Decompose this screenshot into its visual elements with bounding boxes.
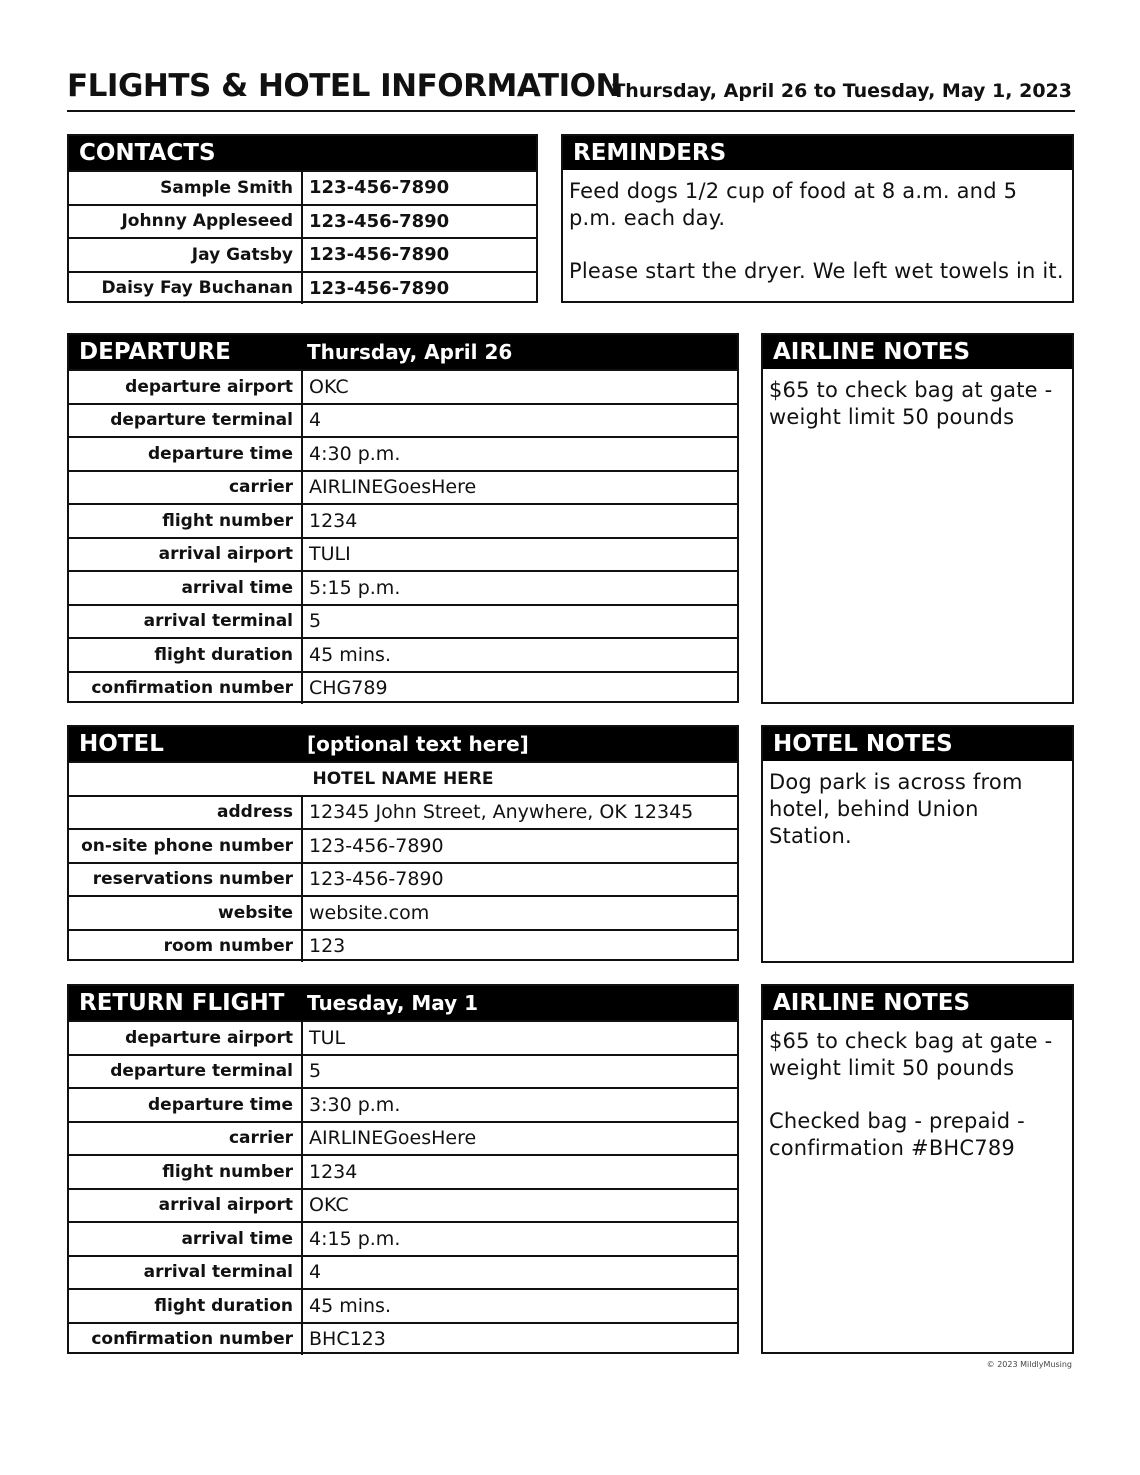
field-row [69, 470, 737, 504]
field-row [69, 1188, 737, 1222]
contact-row [69, 271, 536, 305]
field-value: 123-456-7890 [309, 834, 444, 857]
field-label: departure terminal [69, 405, 303, 437]
field-value: 4 [309, 409, 322, 432]
note-paragraph: $65 to check bag at gate - weight limit 50 pounds [769, 378, 1053, 429]
hotel-rows [69, 795, 737, 963]
field-label: flight duration [69, 1290, 303, 1322]
field-label: address [69, 797, 303, 829]
field-label: flight number [69, 1156, 303, 1188]
field-label: arrival terminal [69, 606, 303, 638]
field-label: arrival time [69, 572, 303, 604]
field-row [69, 436, 737, 470]
field-value: AIRLINEGoesHere [309, 1127, 477, 1150]
field-row [69, 1221, 737, 1255]
page-title: FLIGHTS & HOTEL INFORMATION [67, 68, 621, 104]
departure-heading: DEPARTURE [79, 339, 231, 365]
field-row [69, 671, 737, 705]
contacts-heading: CONTACTS [69, 136, 536, 170]
field-row [69, 403, 737, 437]
field-value: BHC123 [309, 1328, 386, 1351]
header-divider [67, 110, 1075, 112]
hotel-notes-text [763, 761, 1072, 850]
contact-phone: 123-456-7890 [309, 244, 450, 266]
field-label: arrival airport [69, 539, 303, 571]
note-paragraph: Dog park is across from hotel, behind Union Station. [769, 770, 1023, 848]
field-value: 5 [309, 610, 322, 633]
copyright: © 2023 MildlyMusing [986, 1360, 1072, 1369]
field-label: departure airport [69, 1022, 303, 1054]
hotel-notes-section [761, 725, 1074, 963]
field-row [69, 1288, 737, 1322]
field-value: TULI [309, 543, 351, 566]
note-paragraph: $65 to check bag at gate - weight limit 50 pounds [769, 1029, 1053, 1080]
field-label: on-site phone number [69, 830, 303, 862]
field-label: arrival time [69, 1223, 303, 1255]
field-row [69, 1255, 737, 1289]
field-label: room number [69, 931, 303, 963]
departure-heading-bar [69, 335, 737, 369]
field-value: 45 mins. [309, 1294, 391, 1317]
field-label: reservations number [69, 864, 303, 896]
hotel-heading-bar [69, 727, 737, 761]
field-label: flight number [69, 505, 303, 537]
field-row [69, 537, 737, 571]
reminders-section [561, 134, 1074, 303]
field-value: AIRLINEGoesHere [309, 476, 477, 499]
field-row [69, 1054, 737, 1088]
airline-notes-text [763, 1020, 1072, 1162]
return-heading-bar [69, 986, 737, 1020]
field-label: departure airport [69, 371, 303, 403]
field-row [69, 1154, 737, 1188]
field-value: OKC [309, 375, 349, 398]
field-label: carrier [69, 472, 303, 504]
field-label: carrier [69, 1123, 303, 1155]
field-value: website.com [309, 901, 430, 924]
note-paragraph: Checked bag - prepaid - confirmation #BHC789 [769, 1109, 1025, 1160]
departure-rows [69, 369, 737, 704]
field-row [69, 828, 737, 862]
field-row [69, 369, 737, 403]
contact-row [69, 170, 536, 204]
field-value: 1234 [309, 1160, 358, 1183]
contact-phone: 123-456-7890 [309, 177, 450, 199]
field-label: website [69, 897, 303, 929]
hotel-section [67, 725, 739, 961]
field-value: 1234 [309, 509, 358, 532]
field-value: 5 [309, 1060, 322, 1083]
field-label: departure time [69, 1089, 303, 1121]
airline-notes-heading: AIRLINE NOTES [763, 986, 1072, 1020]
field-label: confirmation number [69, 1324, 303, 1356]
field-row [69, 895, 737, 929]
contact-row [69, 237, 536, 271]
field-row [69, 862, 737, 896]
reminders-heading: REMINDERS [563, 136, 1072, 170]
contacts-section [67, 134, 538, 303]
field-value: 123 [309, 935, 346, 958]
airline-notes-heading: AIRLINE NOTES [763, 335, 1072, 369]
contact-name: Jay Gatsby [69, 239, 303, 271]
contact-row [69, 204, 536, 238]
field-row [69, 1121, 737, 1155]
field-value: CHG789 [309, 677, 388, 700]
field-label: confirmation number [69, 673, 303, 705]
contact-name: Johnny Appleseed [69, 206, 303, 238]
return-heading: RETURN FLIGHT [79, 990, 285, 1016]
field-value: TUL [309, 1026, 346, 1049]
return-flight-section [67, 984, 739, 1354]
airline-notes-return [761, 984, 1074, 1354]
field-value: 4 [309, 1261, 322, 1284]
trip-dates: Thursday, April 26 to Tuesday, May 1, 2023 [612, 80, 1072, 102]
field-label: flight duration [69, 639, 303, 671]
hotel-name: HOTEL NAME HERE [69, 761, 737, 795]
field-value: 12345 John Street, Anywhere, OK 12345 [309, 801, 694, 824]
field-row [69, 570, 737, 604]
field-value: 5:15 p.m. [309, 576, 401, 599]
field-value: 4:15 p.m. [309, 1227, 401, 1250]
contact-phone: 123-456-7890 [309, 277, 450, 299]
hotel-heading: HOTEL [79, 731, 164, 757]
field-row [69, 1087, 737, 1121]
field-value: 3:30 p.m. [309, 1093, 401, 1116]
airline-notes-text [763, 369, 1072, 431]
note-paragraph: Please start the dryer. We left wet towels in it. [569, 259, 1064, 283]
field-row [69, 604, 737, 638]
field-label: arrival airport [69, 1190, 303, 1222]
contact-phone: 123-456-7890 [309, 210, 450, 232]
field-label: departure time [69, 438, 303, 470]
field-row [69, 795, 737, 829]
field-value: 45 mins. [309, 643, 391, 666]
field-row [69, 1322, 737, 1356]
field-label: arrival terminal [69, 1257, 303, 1289]
field-value: 123-456-7890 [309, 868, 444, 891]
hotel-notes-heading: HOTEL NOTES [763, 727, 1072, 761]
note-paragraph: Feed dogs 1/2 cup of food at 8 a.m. and 5 p.m. each day. [569, 179, 1018, 230]
airline-notes-departure [761, 333, 1074, 704]
field-row [69, 929, 737, 963]
field-row [69, 503, 737, 537]
contact-name: Sample Smith [69, 172, 303, 204]
hotel-subheading: [optional text here] [307, 732, 529, 756]
departure-date: Thursday, April 26 [307, 340, 513, 364]
field-row [69, 1020, 737, 1054]
contact-name: Daisy Fay Buchanan [69, 273, 303, 305]
reminders-text [563, 170, 1072, 285]
departure-section [67, 333, 739, 703]
field-value: OKC [309, 1194, 349, 1217]
field-row [69, 637, 737, 671]
field-value: 4:30 p.m. [309, 442, 401, 465]
return-date: Tuesday, May 1 [307, 991, 479, 1015]
field-label: departure terminal [69, 1056, 303, 1088]
contacts-rows [69, 170, 536, 304]
return-rows [69, 1020, 737, 1355]
